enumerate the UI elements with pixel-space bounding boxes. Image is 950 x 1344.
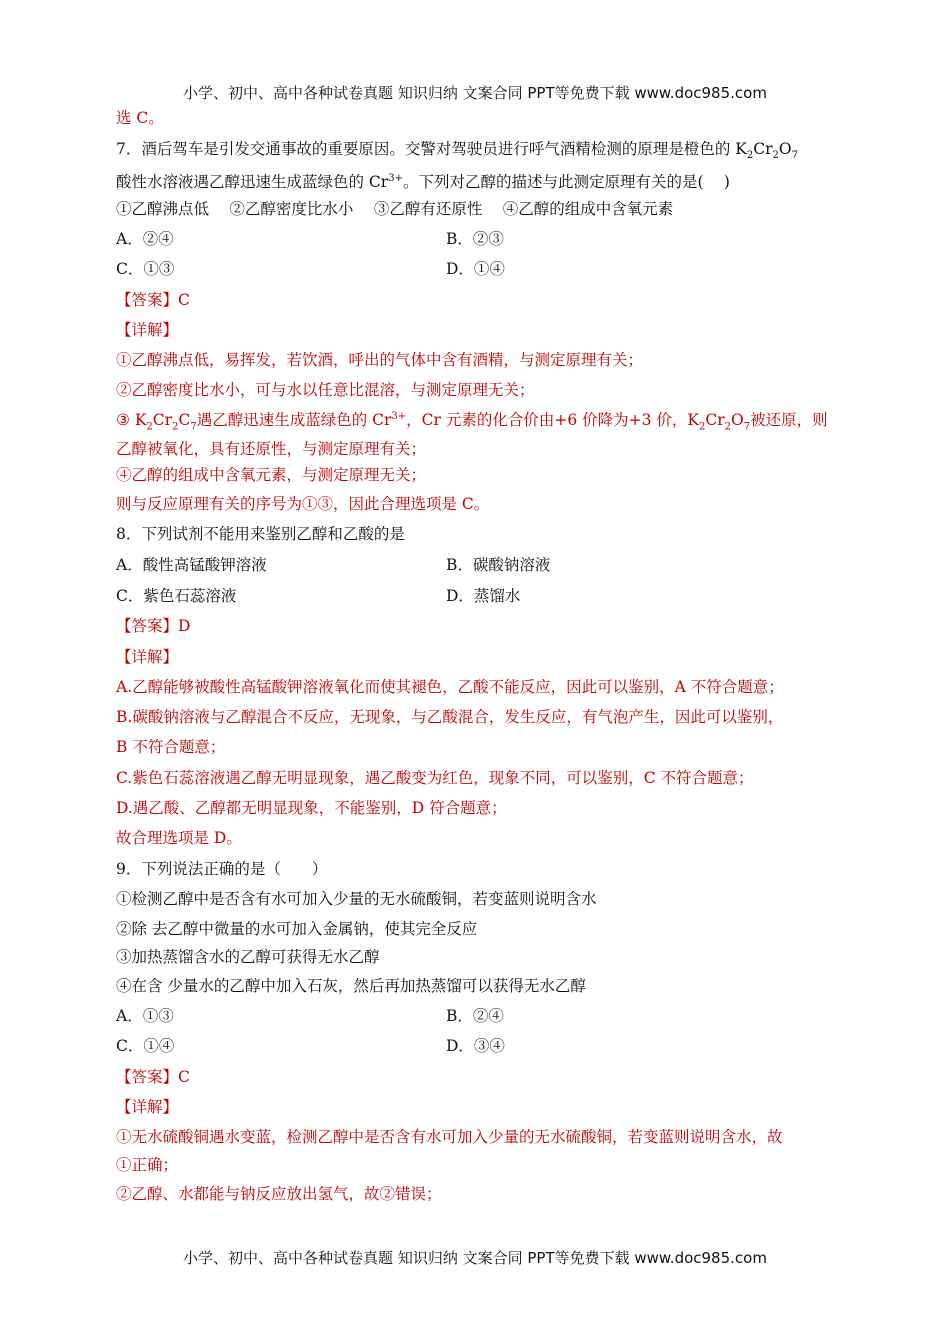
q7-option-c: C．①③ [116, 260, 175, 278]
q8-option-c: C．紫色石蕊溶液 [116, 587, 237, 605]
q9-option-b: B．②④ [446, 1007, 504, 1025]
q8-explain-4: C.紫色石蕊溶液遇乙醇无明显现象，遇乙酸变为红色，现象不同，可以鉴别，C 不符合题意； [116, 769, 754, 787]
q7-explain-3: ③ $K_2Cr_2C_7$遇乙醇迅速生成蓝绿色的 $Cr^{3+}$，Cr 元素的化合价由+6 价降为+3 价，$K_2Cr_2O_7$被还原，则 [116, 411, 828, 433]
q8-answer: 【答案】D [116, 617, 191, 635]
q8-explain-title: 【详解】 [116, 648, 179, 666]
q7-explain-1: ①乙醇沸点低，易挥发，若饮酒，呼出的气体中含有酒精，与测定原理有关； [116, 351, 644, 369]
q9-statement-2: ②除 去乙醇中微量的水可加入金属钠，使其完全反应 [116, 920, 478, 938]
q9-explain-2: ①正确； [116, 1156, 179, 1174]
q7-explain-5: ④乙醇的组成中含氧元素，与测定原理无关； [116, 466, 427, 484]
q9-statement-3: ③加热蒸馏含水的乙醇可获得无水乙醇 [116, 948, 380, 966]
q7-answer: 【答案】C [116, 291, 190, 309]
q9-answer: 【答案】C [116, 1068, 190, 1086]
q9-explain-1: ①无水硫酸铜遇水变蓝，检测乙醇中是否含有水可加入少量的无水硫酸铜，若变蓝则说明含水，故 [116, 1128, 783, 1146]
q7-explain-title: 【详解】 [116, 321, 179, 339]
q9-statement-1: ①检测乙醇中是否含有水可加入少量的无水硫酸铜，若变蓝则说明含水 [116, 890, 597, 908]
q9-option-d: D．③④ [446, 1037, 505, 1055]
prev-answer-tail: 选 C。 [116, 109, 164, 127]
q8-option-a: A．酸性高锰酸钾溶液 [116, 556, 267, 574]
q8-stem: 8．下列试剂不能用来鉴别乙醇和乙酸的是 [116, 525, 405, 543]
q7-statements: ①乙醇沸点低 ②乙醇密度比水小 ③乙醇有还原性 ④乙醇的组成中含氧元素 [116, 200, 674, 218]
q8-option-d: D．蒸馏水 [446, 587, 521, 605]
q8-option-b: B．碳酸钠溶液 [446, 556, 551, 574]
q8-explain-2: B.碳酸钠溶液与乙醇混合不反应，无现象，与乙酸混合，发生反应，有气泡产生，因此可以鉴别， [116, 708, 784, 726]
page-footer: 小学、初中、高中各种试卷真题 知识归纳 文案合同 PPT等免费下载 www.doc985.com [183, 1249, 767, 1267]
q9-statement-4: ④在含 少量水的乙醇中加入石灰，然后再加热蒸馏可以获得无水乙醇 [116, 977, 586, 995]
q9-stem: 9．下列说法正确的是（ ） [116, 860, 328, 878]
q8-explain-3: B 不符合题意； [116, 738, 226, 756]
q8-explain-6: 故合理选项是 D。 [116, 829, 242, 847]
q7-explain-4: 乙醇被氧化，具有还原性，与测定原理有关； [116, 440, 427, 458]
q7-explain-2: ②乙醇密度比水小，可与水以任意比混溶，与测定原理无关； [116, 381, 535, 399]
q7-option-b: B．②③ [446, 230, 504, 248]
k2cr2o7-formula: $K_2Cr_2O_7$ [735, 140, 799, 162]
q9-option-a: A．①③ [116, 1007, 174, 1025]
q7-explain-6: 则与反应原理有关的序号为①③，因此合理选项是 C。 [116, 495, 490, 513]
q7-option-d: D．①④ [446, 260, 505, 278]
q8-explain-5: D.遇乙酸、乙醇都无明显现象，不能鉴别，D 符合题意； [116, 799, 507, 817]
q9-explain-title: 【详解】 [116, 1098, 179, 1116]
q7-stem-line1: 7．酒后驾车是引发交通事故的重要原因。交警对驾驶员进行呼气酒精检测的原理是橙色的 $K_2Cr_2O_7$ [116, 140, 799, 162]
q9-explain-3: ②乙醇、水都能与钠反应放出氢气，故②错误； [116, 1185, 442, 1203]
q9-option-c: C．①④ [116, 1037, 175, 1055]
q7-stem-line2: 酸性水溶液遇乙醇迅速生成蓝绿色的 $Cr^{3+}$。下列对乙醇的描述与此测定原理有关的是( ) [116, 173, 730, 192]
page-header: 小学、初中、高中各种试卷真题 知识归纳 文案合同 PPT等免费下载 www.doc985.com [183, 84, 767, 102]
q8-explain-1: A.乙醇能够被酸性高锰酸钾溶液氧化而使其褪色，乙酸不能反应，因此可以鉴别，A 不符合题意； [116, 678, 784, 696]
q7-option-a: A．②④ [116, 230, 174, 248]
